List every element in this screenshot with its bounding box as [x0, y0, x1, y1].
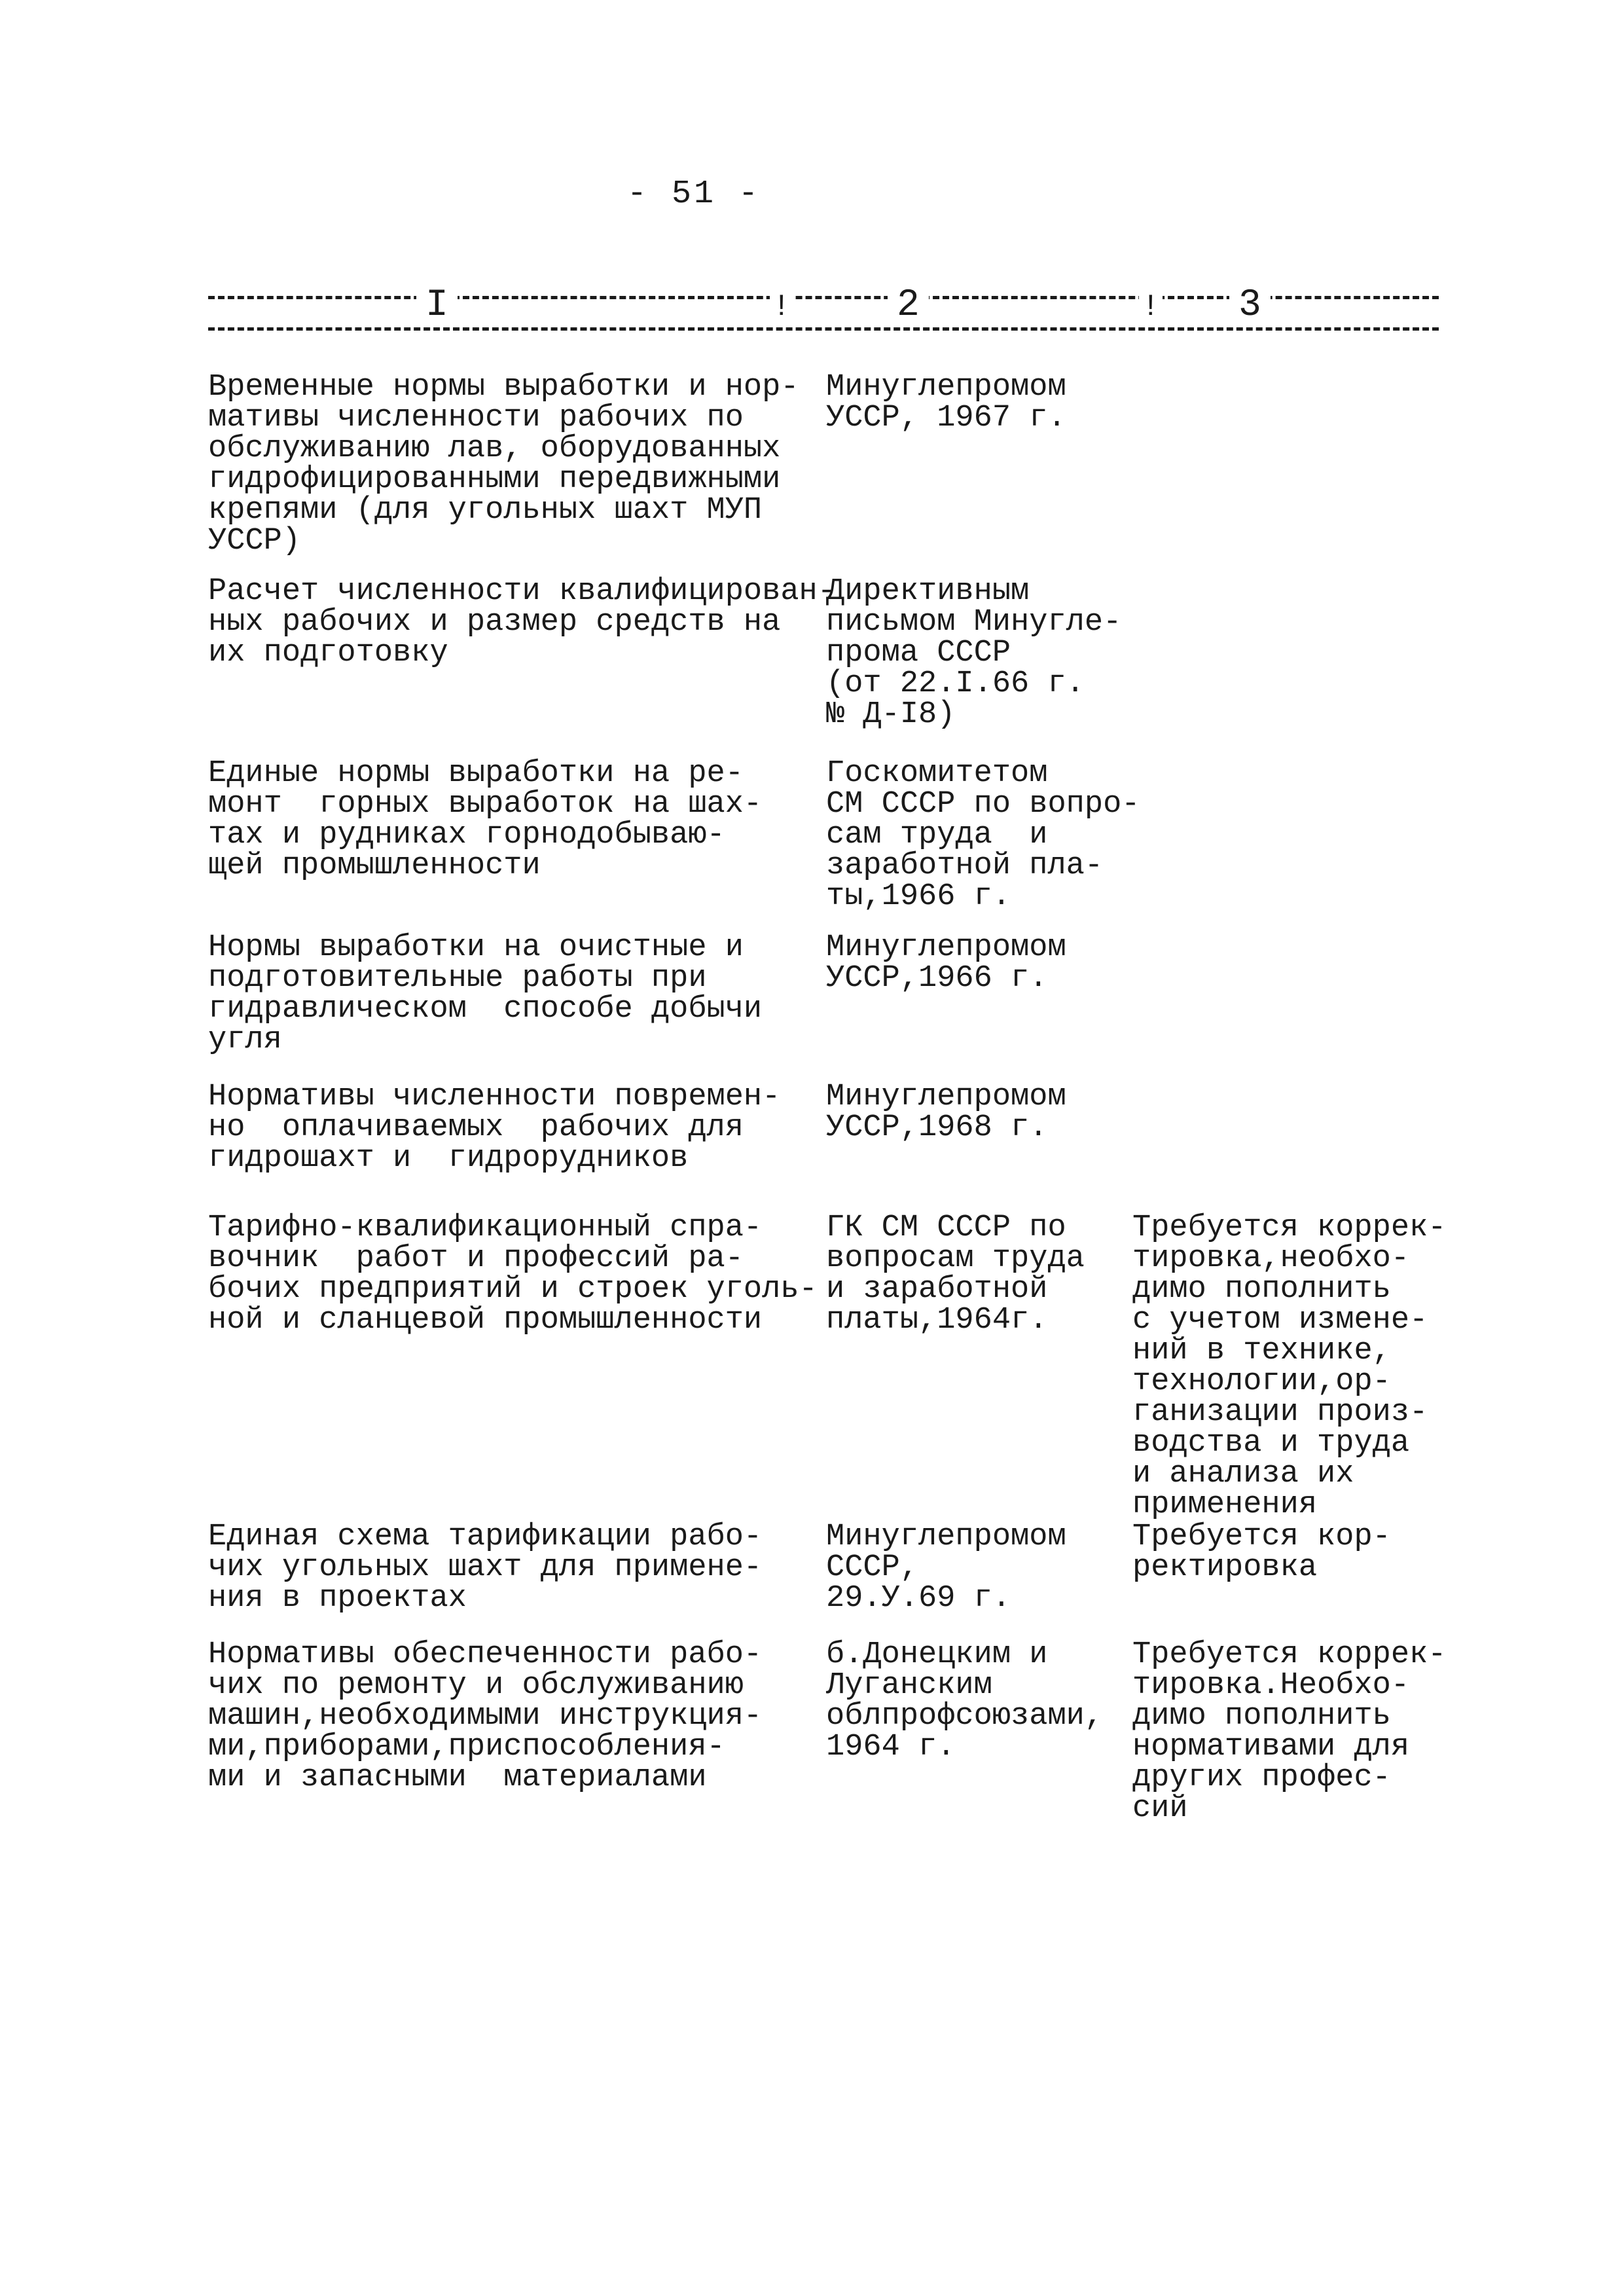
- document-name-cell: Единая схема тарификации рабо- чих угольных шахт для примене- ния в проектах: [208, 1520, 763, 1616]
- column-number-3: 3: [1229, 285, 1271, 326]
- approved-by-cell: Госкомитетом СМ СССР по вопро- сам труда и заработной пла- ты,1966 г.: [826, 756, 1140, 914]
- approved-by-cell: б.Донецким и Луганским облпрофсоюзами, 1964 г.: [826, 1637, 1104, 1764]
- document-name-cell: Тарифно-квалификационный спра- вочник работ и профессий ра- бочих предприятий и строек уголь- ной и сланцевой промышленности: [208, 1211, 818, 1338]
- column-number-2: 2: [888, 285, 929, 326]
- approved-by-cell: Минуглепромом УССР,1966 г.: [826, 930, 1066, 996]
- approved-by-cell: Минуглепромом СССР, 29.У.69 г.: [826, 1520, 1066, 1616]
- document-name-cell: Временные нормы выработки и нор- мативы численности рабочих по обслуживанию лав, оборудованных гидрофицированными передвижными крепями (для угольных шахт МУП УССР): [208, 370, 799, 558]
- note-cell: Требуется коррек- тировка,необхо- димо пополнить с учетом измене- ний в технике, технологии,ор- ганизации произ- водства и труда и анализа их применения: [1132, 1211, 1447, 1522]
- column-number-1: I: [416, 285, 458, 326]
- approved-by-cell: Минуглепромом УССР, 1967 г.: [826, 370, 1066, 435]
- document-name-cell: Нормативы численности повремен- но оплачиваемых рабочих для гидрошахт и гидрорудников: [208, 1080, 781, 1176]
- note-cell: Требуется коррек- тировка.Необхо- димо пополнить нормативами для других профес- сий: [1132, 1637, 1447, 1826]
- page-number: - 51 -: [626, 175, 761, 213]
- document-name-cell: Нормы выработки на очистные и подготовительные работы при гидравлическом способе добычи угля: [208, 930, 763, 1057]
- approved-by-cell: Директивным письмом Минугле- прома СССР (от 22.I.66 г. № Д-I8): [826, 574, 1122, 732]
- note-cell: Требуется кор- ректировка: [1132, 1520, 1391, 1585]
- column-separator-2: !: [1139, 291, 1163, 323]
- document-name-cell: Расчет численности квалифицирован- ных рабочих и размер средств на их подготовку: [208, 574, 836, 670]
- approved-by-cell: ГК СМ СССР по вопросам труда и заработной платы,1964г.: [826, 1211, 1085, 1338]
- document-name-cell: Единые нормы выработки на ре- монт горных выработок на шах- тах и рудниках горнодобываю- щей промышленности: [208, 756, 763, 883]
- approved-by-cell: Минуглепромом УССР,1968 г.: [826, 1080, 1066, 1145]
- column-separator-1: !: [770, 291, 793, 323]
- document-name-cell: Нормативы обеспеченности рабо- чих по ремонту и обслуживанию машин,необходимыми инструкция- ми,приборами,приспособления- ми и запасными материалами: [208, 1637, 763, 1795]
- header-dashed-rule-bottom: [208, 327, 1439, 331]
